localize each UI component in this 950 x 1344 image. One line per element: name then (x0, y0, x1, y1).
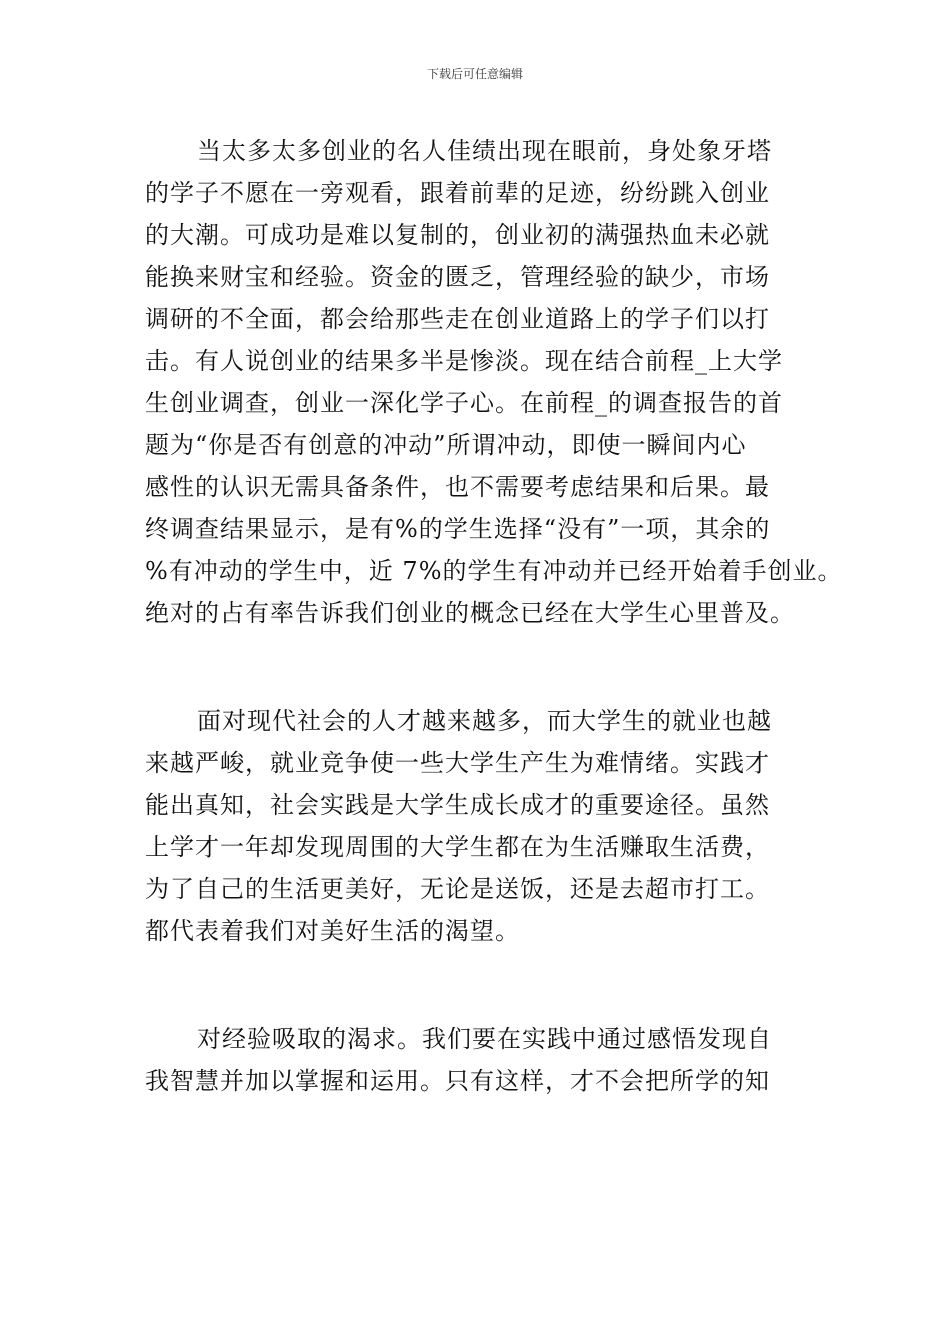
paragraph-2 (145, 700, 835, 952)
text-line: 上学才一年却发现周围的大学生都在为生活赚取生活费， (145, 833, 770, 861)
paragraph-1 (145, 130, 843, 634)
paragraph-spacer (145, 634, 835, 700)
text-line: 我智慧并加以掌握和运用。只有这样，才不会把所学的知 (145, 1067, 770, 1095)
text-line: 当太多太多创业的名人佳绩出现在眼前，身处象牙塔 (197, 137, 772, 165)
text-line: 能换来财宝和经验。资金的匮乏，管理经验的缺少，市场 (145, 263, 770, 291)
paragraph-spacer (145, 952, 835, 1018)
document-body (145, 130, 843, 1102)
text-line: 感性的认识无需具备条件，也不需要考虑结果和后果。最 (145, 473, 770, 501)
page-header: 下载后可任意编辑 (426, 67, 523, 81)
text-line: 的大潮。可成功是难以复制的，创业初的满强热血未必就 (145, 221, 770, 249)
text-line: 对经验吸取的渴求。我们要在实践中通过感悟发现自 (197, 1025, 772, 1053)
paragraph-3 (145, 1018, 835, 1102)
text-line: 题为“你是否有创意的冲动”所谓冲动，即使一瞬间内心 (145, 431, 747, 459)
text-line: 生创业调查，创业一深化学子心。在前程_的调查报告的首 (145, 389, 783, 417)
text-line: 来越严峻，就业竞争使一些大学生产生为难情绪。实践才 (145, 749, 770, 777)
text-line: 绝对的占有率告诉我们创业的概念已经在大学生心里普及。 (145, 599, 795, 627)
text-line: 的学子不愿在一旁观看，跟着前辈的足迹，纷纷跳入创业 (145, 179, 770, 207)
text-line: 终调查结果显示，是有%的学生选择“没有”一项，其余的 (145, 515, 771, 543)
text-line: 能出真知，社会实践是大学生成长成才的重要途径。虽然 (145, 791, 770, 819)
text-line: 调研的不全面，都会给那些走在创业道路上的学子们以打 (145, 305, 770, 333)
text-line: 击。有人说创业的结果多半是惨淡。现在结合前程_上大学 (145, 347, 783, 375)
text-line: 为了自己的生活更美好，无论是送饭，还是去超市打工。 (145, 875, 770, 903)
text-line: 面对现代社会的人才越来越多，而大学生的就业也越 (197, 707, 772, 735)
text-line: 都代表着我们对美好生活的渴望。 (145, 917, 520, 945)
text-line: %有冲动的学生中，近 7%的学生有冲动并已经开始着手创业。 (145, 557, 843, 585)
